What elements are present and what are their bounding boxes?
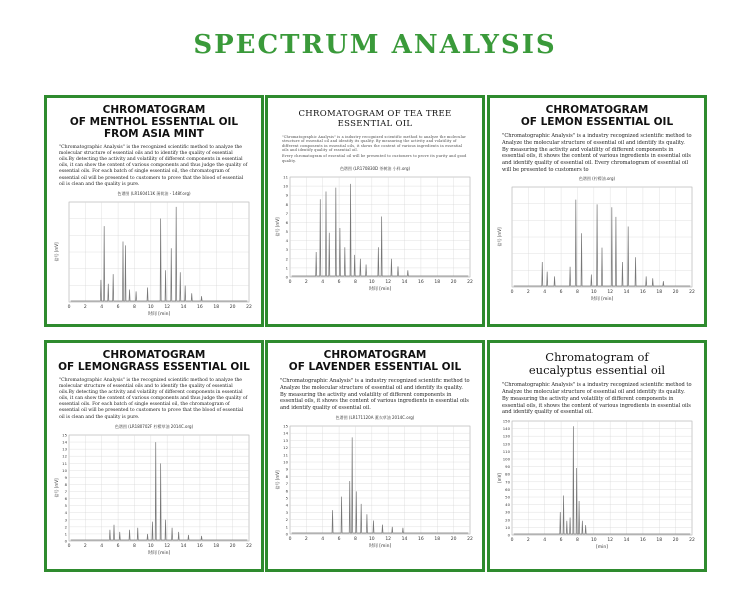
- chromatogram-card-tea-tree: [265, 95, 485, 327]
- x-tick-label: 6: [337, 280, 341, 286]
- y-tick-label: 60: [505, 486, 510, 492]
- chromatogram-chart: [274, 422, 476, 548]
- chart-label: 色谱图 (LR171120A 薰衣草油 2014C.org): [335, 414, 415, 420]
- y-tick-label: 8: [285, 473, 288, 479]
- x-tick-label: 22: [467, 280, 473, 286]
- x-tick-label: 12: [385, 280, 392, 286]
- chromatogram-card-lemongrass: [44, 340, 264, 572]
- chart-label: 色谱图 (LR180702F 柠檬草油 2014C.org): [114, 423, 194, 429]
- x-axis-label: 时间 [min]: [147, 550, 171, 555]
- y-tick-label: 3: [64, 516, 67, 522]
- y-tick-label: 0: [507, 532, 510, 538]
- card-title: Chromatogram of eucalyptus essential oil: [528, 350, 666, 378]
- x-tick-label: 20: [450, 280, 457, 286]
- y-tick-label: 15: [62, 432, 67, 438]
- x-tick-label: 18: [434, 536, 441, 542]
- x-tick-label: 0: [67, 304, 71, 310]
- x-axis-label: 时间 [min]: [590, 297, 614, 302]
- x-tick-label: 12: [164, 543, 171, 549]
- x-tick-label: 4: [100, 543, 104, 549]
- y-tick-label: 4: [285, 502, 288, 508]
- x-tick-label: 14: [180, 543, 187, 549]
- y-tick-label: 12: [283, 444, 288, 450]
- card-title: CHROMATOGRAM OF MENTHOL ESSENTIAL OIL FROM ASIA MINT: [69, 104, 239, 141]
- card-title: CHROMATOGRAM OF TEA TREE ESSENTIAL OIL: [298, 109, 452, 129]
- y-tick-label: 30: [505, 509, 510, 515]
- y-tick-label: 0: [285, 531, 288, 537]
- x-axis-label: 时间 [min]: [147, 311, 171, 316]
- x-tick-label: 16: [418, 536, 424, 542]
- card-description: "Chromatographic Analysis" is a industry recognized scientific method to Analyze the molecular structure of essential oil and identify its quality. By measuring the activity and volatility of different components in essential oils, it shows the content of various ingredients in essential oils and identify quality of essential oil. Every chromatogram of essential oil will be presented to customers to: [502, 133, 692, 173]
- y-tick-label: 150: [502, 418, 510, 424]
- y-axis-label: 信号 [mV]: [275, 470, 280, 490]
- x-tick-label: 4: [543, 290, 547, 296]
- y-tick-label: 10: [62, 467, 67, 473]
- x-tick-label: 22: [689, 538, 695, 544]
- x-tick-label: 4: [100, 304, 104, 310]
- plot-frame: [69, 435, 249, 541]
- plot-frame: [290, 177, 470, 277]
- y-tick-label: 80: [505, 471, 510, 477]
- y-tick-label: 11: [62, 460, 67, 466]
- x-tick-label: 20: [450, 536, 457, 542]
- card-description: "Chromatographic Analysis" is the recognized scientific method to analyze the molecular structure of essential oils and to identify the quality of essential oils.By detecting the activity and volatility of different components in essential oils, it can show the content of various components and thus judge the quality of essential oils. For each batch of single essential oil, the chromatogram of essential oil will be presented to customers to prove that the blood of essential oil is clean and the quality is pure.: [59, 145, 248, 187]
- x-tick-label: 6: [116, 543, 120, 549]
- y-tick-label: 5: [64, 502, 67, 508]
- x-tick-label: 14: [401, 280, 408, 286]
- chromatogram-trace: [71, 442, 248, 540]
- x-tick-label: 16: [197, 304, 203, 310]
- x-tick-label: 8: [576, 538, 579, 544]
- card-title: CHROMATOGRAM OF LEMON ESSENTIAL OIL: [520, 104, 674, 129]
- card-description: "Chromatographic Analysis" is the recognized scientific method to analyze the molecular structure of essential oils and to identify the quality of essential oils.By detecting the activity and volatility of different components in essential oils, it can show the content of various components and thus judge the quality of essential oils. For each batch of single essential oil, the chromatogram of essential oil will be presented to customers to prove that the blood of essential oil is clean and the quality is pure.: [59, 378, 248, 420]
- x-tick-label: 22: [246, 304, 252, 310]
- y-tick-label: 6: [64, 495, 67, 501]
- x-tick-label: 18: [434, 280, 441, 286]
- x-tick-label: 10: [147, 304, 154, 310]
- x-tick-label: 8: [354, 536, 357, 542]
- x-tick-label: 2: [83, 304, 87, 310]
- card-title: CHROMATOGRAM OF LEMONGRASS ESSENTIAL OIL: [58, 349, 250, 374]
- y-tick-label: 2: [285, 516, 288, 522]
- x-tick-label: 18: [213, 304, 220, 310]
- y-tick-label: 20: [505, 517, 510, 523]
- chart-label: 色谱图 (LR160411K 薄荷油 - 148f.org): [117, 190, 191, 196]
- y-tick-label: 5: [285, 495, 288, 501]
- y-tick-label: 9: [285, 466, 288, 472]
- x-tick-label: 12: [607, 538, 614, 544]
- y-axis-label: 信号 [mV]: [54, 242, 59, 262]
- chromatogram-card-lemon: [487, 95, 707, 327]
- y-tick-label: 4: [285, 238, 288, 244]
- y-tick-label: 120: [502, 441, 510, 447]
- y-tick-label: 0: [285, 274, 288, 280]
- y-tick-label: 8: [64, 481, 67, 487]
- x-tick-label: 8: [354, 280, 357, 286]
- page-title: SPECTRUM ANALYSIS: [193, 30, 557, 60]
- chart-label: 色谱图 (LR170830D 茶树油 小样.org): [339, 166, 411, 172]
- y-tick-label: 10: [283, 459, 288, 465]
- y-tick-label: 3: [285, 247, 288, 253]
- y-tick-label: 9: [64, 474, 67, 480]
- chromatogram-trace: [514, 200, 691, 286]
- x-tick-label: 10: [590, 538, 597, 544]
- x-tick-label: 18: [213, 543, 220, 549]
- y-tick-label: 100: [502, 456, 510, 462]
- y-tick-label: 7: [64, 488, 67, 494]
- chromatogram-chart: [53, 431, 255, 555]
- x-tick-label: 0: [67, 543, 71, 549]
- y-tick-label: 70: [505, 479, 510, 485]
- y-tick-label: 40: [505, 502, 510, 508]
- x-tick-label: 8: [576, 290, 579, 296]
- x-tick-label: 4: [321, 280, 325, 286]
- x-tick-label: 6: [337, 536, 341, 542]
- x-tick-label: 22: [246, 543, 252, 549]
- chromatogram-chart: [53, 198, 255, 316]
- y-tick-label: 13: [283, 437, 288, 443]
- x-tick-label: 4: [321, 536, 325, 542]
- x-tick-label: 0: [510, 538, 514, 544]
- y-axis-label: 信号 [mV]: [497, 227, 502, 247]
- x-tick-label: 22: [689, 290, 695, 296]
- chromatogram-chart: [496, 183, 698, 301]
- y-tick-label: 90: [505, 464, 510, 470]
- y-tick-label: 1: [64, 530, 67, 536]
- x-axis-label: 时间 [min]: [368, 287, 392, 292]
- y-tick-label: 11: [283, 452, 288, 458]
- x-tick-label: 2: [526, 538, 530, 544]
- y-tick-label: 11: [283, 174, 288, 180]
- x-tick-label: 2: [526, 290, 530, 296]
- x-tick-label: 8: [133, 304, 136, 310]
- x-axis-label: 时间 [min]: [368, 543, 392, 548]
- y-tick-label: 6: [285, 220, 288, 226]
- y-tick-label: 130: [502, 433, 510, 439]
- chromatogram-card-eucalyptus: [487, 340, 707, 572]
- chromatogram-card-menthol: [44, 95, 264, 327]
- x-tick-label: 18: [656, 538, 663, 544]
- x-tick-label: 10: [368, 280, 375, 286]
- x-axis-label: [min]: [596, 545, 608, 550]
- plot-frame: [290, 426, 470, 534]
- x-tick-label: 12: [164, 304, 171, 310]
- x-tick-label: 0: [288, 536, 292, 542]
- x-tick-label: 10: [147, 543, 154, 549]
- y-tick-label: 14: [62, 439, 67, 445]
- x-tick-label: 4: [543, 538, 547, 544]
- card-description: "Chromatographic Analysis" is a industry recognized scientific method to analyze the molecular structure of essential oil and identify its quality. By measuring the activity and volatility of different components in essential oils, it shows the content of various ingredients in essential oils and identify quality of essential oil. Every chromatogram of essential oil will be presented to customers to prove its purity and good quality.: [282, 134, 467, 163]
- x-tick-label: 2: [83, 543, 87, 549]
- card-title: CHROMATOGRAM OF LAVENDER ESSENTIAL OIL: [288, 349, 462, 374]
- x-tick-label: 0: [510, 290, 514, 296]
- card-description: "Chromatographic Analysis" is a industry recognized scientific method to Analyze the molecular structure of essential oil and identify its quality. By measuring the activity and volatility of different components in essential oils, it shows the content of various ingredients in essential oils and identify quality of essential oil.: [280, 378, 470, 411]
- x-tick-label: 16: [640, 290, 646, 296]
- y-tick-label: 15: [283, 423, 288, 429]
- y-tick-label: 110: [502, 448, 510, 454]
- x-tick-label: 0: [288, 280, 292, 286]
- x-tick-label: 12: [607, 290, 614, 296]
- x-tick-label: 6: [116, 304, 120, 310]
- x-tick-label: 16: [197, 543, 203, 549]
- y-tick-label: 3: [285, 509, 288, 515]
- x-tick-label: 12: [385, 536, 392, 542]
- x-tick-label: 20: [672, 538, 679, 544]
- y-tick-label: 6: [285, 488, 288, 494]
- y-tick-label: 10: [505, 524, 510, 530]
- y-axis-label: [mV]: [497, 473, 502, 483]
- x-tick-label: 20: [229, 543, 236, 549]
- chromatogram-trace: [71, 207, 248, 301]
- chromatogram-card-lavender: [265, 340, 485, 572]
- y-tick-label: 12: [62, 453, 67, 459]
- chromatogram-trace: [292, 184, 469, 276]
- x-tick-label: 14: [180, 304, 187, 310]
- x-tick-label: 2: [304, 280, 308, 286]
- y-tick-label: 1: [285, 524, 288, 530]
- y-tick-label: 4: [64, 509, 67, 515]
- x-tick-label: 14: [623, 538, 630, 544]
- x-tick-label: 16: [418, 280, 424, 286]
- x-tick-label: 20: [229, 304, 236, 310]
- x-tick-label: 2: [304, 536, 308, 542]
- chromatogram-chart: [274, 173, 476, 291]
- y-tick-label: 140: [502, 426, 510, 432]
- x-tick-label: 6: [559, 538, 563, 544]
- y-tick-label: 10: [283, 184, 288, 190]
- x-tick-label: 6: [559, 290, 563, 296]
- y-tick-label: 8: [285, 202, 288, 208]
- chart-label: 色谱图 (柠檬油.org): [578, 176, 616, 182]
- chromatogram-chart: [496, 417, 698, 549]
- chromatogram-trace: [292, 437, 469, 533]
- x-tick-label: 14: [623, 290, 630, 296]
- x-tick-label: 8: [133, 543, 136, 549]
- y-tick-label: 2: [285, 256, 288, 262]
- x-tick-label: 22: [467, 536, 473, 542]
- y-axis-label: 信号 [mV]: [54, 478, 59, 498]
- y-tick-label: 7: [285, 211, 288, 217]
- x-tick-label: 10: [590, 290, 597, 296]
- y-tick-label: 5: [285, 229, 288, 235]
- x-tick-label: 10: [368, 536, 375, 542]
- y-tick-label: 7: [285, 480, 288, 486]
- card-description: "Chromatographic Analysis" is a industry recognized scientific method to Analyze the molecular structure of essential oil and identify its quality. By measuring the activity and volatility of different components in essential oils, it shows the content of various ingredients in essential oils and identify quality of essential oil.: [502, 382, 692, 416]
- y-tick-label: 50: [505, 494, 510, 500]
- y-tick-label: 2: [64, 523, 67, 529]
- x-tick-label: 14: [401, 536, 408, 542]
- y-tick-label: 0: [64, 538, 67, 544]
- y-axis-label: 信号 [mV]: [275, 217, 280, 237]
- y-tick-label: 9: [285, 193, 288, 199]
- y-tick-label: 14: [283, 430, 288, 436]
- y-tick-label: 13: [62, 446, 67, 452]
- plot-frame: [512, 421, 692, 535]
- chromatogram-trace: [514, 426, 691, 534]
- x-tick-label: 20: [672, 290, 679, 296]
- x-tick-label: 18: [656, 290, 663, 296]
- y-tick-label: 1: [285, 265, 288, 271]
- x-tick-label: 16: [640, 538, 646, 544]
